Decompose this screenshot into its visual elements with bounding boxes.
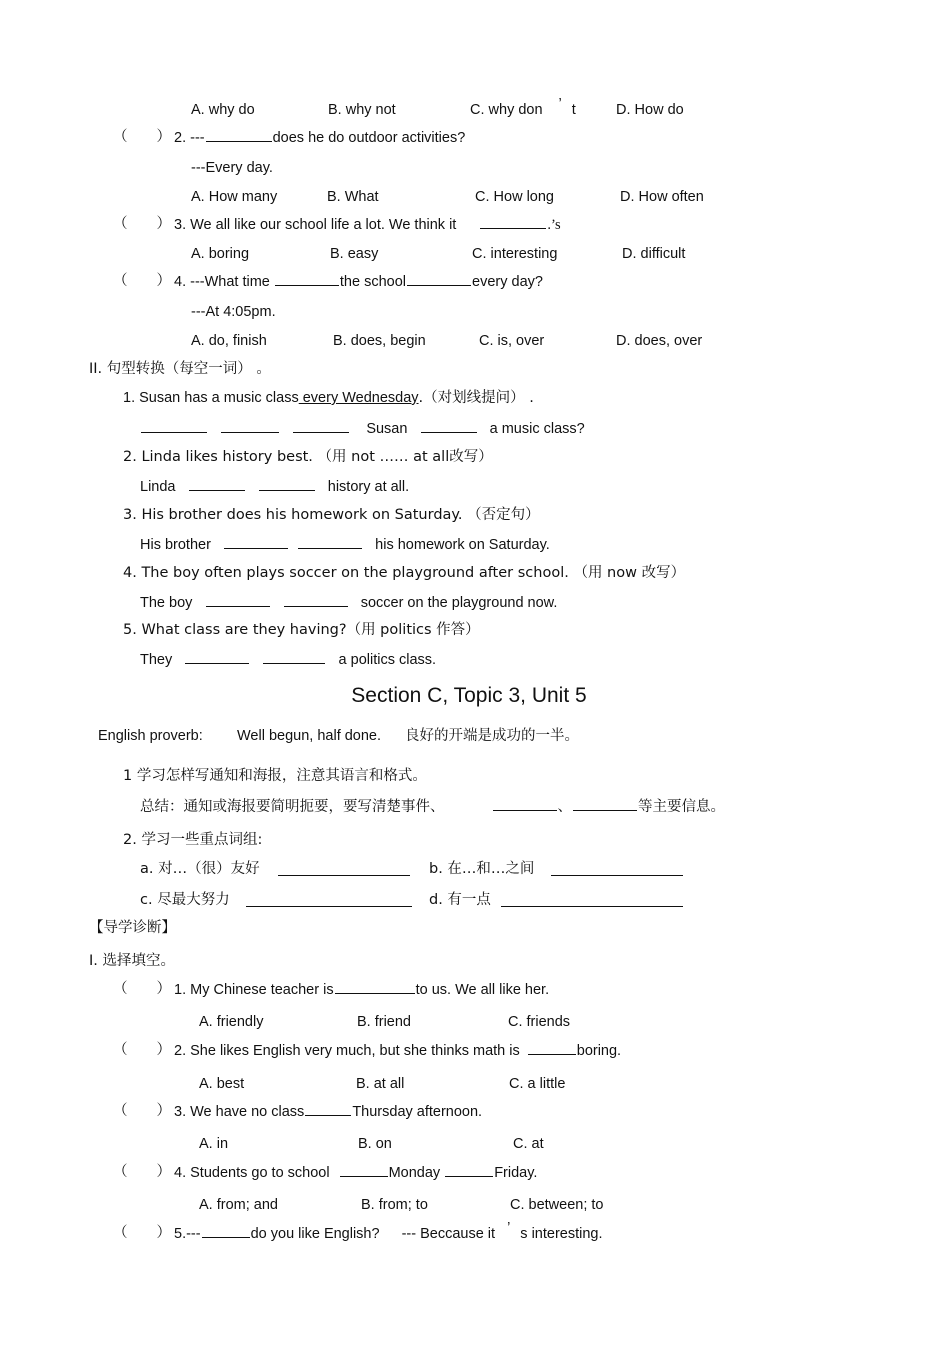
- p2-item3-answer: [140, 535, 550, 554]
- answer-blank[interactable]: [298, 535, 362, 549]
- answer-blank[interactable]: [480, 215, 546, 229]
- answer-blank[interactable]: [340, 1163, 388, 1177]
- answer-blank[interactable]: [275, 272, 339, 286]
- q1-option-a: A. why do: [191, 102, 255, 118]
- phrase-a: [140, 860, 260, 878]
- s-q3-option-b: B. on: [358, 1136, 392, 1152]
- s-q3-option-a: A. in: [199, 1136, 229, 1152]
- q4-answer: ---At 4:05pm.: [191, 304, 276, 320]
- summary-text-a: 总结：通知或海报要简明扼要，要写清楚事件、: [140, 799, 445, 815]
- q1-option-c-apostrophe: ’: [558, 96, 562, 112]
- s-q2-option-b: B. at all: [356, 1076, 405, 1092]
- s-q5-mid: do you like English?: [250, 1226, 380, 1242]
- s-q1-paren: （ ）: [113, 981, 171, 997]
- s-q3-tail: Thursday afternoon.: [352, 1104, 483, 1120]
- s-q5-paren: （ ）: [113, 1225, 171, 1241]
- p2-item4-prompt: 4. The boy often plays soccer on the playground after school. （用 now 改写）: [123, 565, 686, 581]
- q4-option-d: D. does, over: [616, 333, 703, 349]
- phrase-d-text: d. 有一点: [429, 892, 491, 908]
- q2-question: [174, 128, 465, 147]
- s-q3-option-c: C. at: [513, 1136, 544, 1152]
- s-q4-paren: （ ）: [113, 1164, 171, 1180]
- s-q4-mid: Monday: [388, 1165, 441, 1181]
- q3-option-d: D. difficult: [622, 246, 686, 262]
- proverb-en: Well begun, half done.: [237, 728, 382, 744]
- s-q5-tail: s interesting.: [520, 1226, 603, 1242]
- answer-blank[interactable]: [221, 419, 279, 433]
- answer-blank[interactable]: [551, 862, 683, 876]
- q4-option-a: A. do, finish: [191, 333, 267, 349]
- proverb-label: English proverb:: [98, 728, 203, 744]
- p2-item3-prompt: 3. His brother does his homework on Saturday. （否定句）: [123, 507, 540, 523]
- phrase-b-text: b. 在…和…之间: [429, 861, 535, 877]
- p2-item1-underlined: every Wednesday: [298, 390, 419, 406]
- answer-blank[interactable]: [501, 893, 683, 907]
- answer-blank[interactable]: [246, 893, 412, 907]
- answer-blank[interactable]: [421, 419, 477, 433]
- p2-item1-prompt: [123, 389, 534, 407]
- p2-item2-prompt: 2. Linda likes history best. （用 not …… at all改写）: [123, 449, 493, 465]
- q2-option-d: D. How often: [620, 189, 704, 205]
- s-q4-option-c: C. between; to: [510, 1197, 604, 1213]
- answer-blank[interactable]: [259, 477, 315, 491]
- summary-separator: 、: [557, 799, 572, 815]
- answer-blank[interactable]: [278, 862, 410, 876]
- q4-paren: （ ）: [113, 273, 171, 289]
- answer-blank[interactable]: [293, 419, 349, 433]
- phrase-b: [429, 860, 534, 878]
- proverb-cn: 良好的开端是成功的一半。: [405, 728, 579, 744]
- q3-text: 3. We all like our school life a lot. We think it: [174, 217, 457, 233]
- part2-title: II. 句型转换（每空一词） 。: [89, 361, 271, 377]
- p2-item3-ans-a: His brother: [140, 537, 211, 553]
- s-q2-option-c: C. a little: [509, 1076, 566, 1092]
- q1-option-b: B. why not: [328, 102, 396, 118]
- q4-mid: the school: [339, 274, 407, 290]
- s-q1-tail: to us. We all like her.: [415, 982, 550, 998]
- answer-blank[interactable]: [284, 593, 348, 607]
- p2-item2-answer: [140, 477, 409, 496]
- answer-blank[interactable]: [206, 593, 270, 607]
- p2-item2-ans-b: history at all.: [327, 479, 410, 495]
- answer-blank[interactable]: [263, 650, 325, 664]
- s-q2-paren: （ ）: [113, 1042, 171, 1058]
- answer-blank[interactable]: [189, 477, 245, 491]
- answer-blank[interactable]: [445, 1163, 493, 1177]
- p2-item5-ans-b: a politics class.: [338, 652, 437, 668]
- q2-num: 2. ---: [174, 130, 205, 146]
- s-q1-option-c: C. friends: [508, 1014, 571, 1030]
- s-q2-option-a: A. best: [199, 1076, 245, 1092]
- s-q1-question: [174, 980, 549, 999]
- q2-option-c: C. How long: [475, 189, 554, 205]
- s-q5-apostrophe: ’: [507, 1220, 511, 1236]
- phrase-a-text: a. 对…（很）友好: [140, 861, 260, 877]
- s-q4-tail: Friday.: [494, 1165, 538, 1181]
- p2-item1-prompt-a: 1. Susan has a music class: [123, 390, 299, 406]
- phrase-c: [140, 891, 230, 909]
- q1-option-c: [470, 96, 576, 119]
- summary-text-b: 等主要信息。: [638, 799, 725, 815]
- answer-blank[interactable]: [493, 797, 557, 811]
- p2-item4-answer: [140, 593, 557, 612]
- p2-item4-ans-a: The boy: [140, 595, 193, 611]
- s-q3-text: 3. We have no class: [174, 1104, 305, 1120]
- answer-blank[interactable]: [202, 1224, 250, 1238]
- q3-option-b: B. easy: [330, 246, 379, 262]
- s-q5-text: 5.---: [174, 1226, 201, 1242]
- q1-option-d: D. How do: [616, 102, 684, 118]
- q4-option-b: B. does, begin: [333, 333, 426, 349]
- p2-item1-ans-b: a music class?: [489, 421, 585, 437]
- s-q3-paren: （ ）: [113, 1103, 171, 1119]
- answer-blank[interactable]: [305, 1102, 351, 1116]
- q1-option-c-text: C. why don: [470, 102, 543, 118]
- q4-end: every day?: [472, 274, 543, 290]
- s-q4-question: [174, 1163, 537, 1182]
- p2-item5-answer: [140, 650, 436, 669]
- s-q2-text: 2. She likes English very much, but she thinks math is: [174, 1043, 520, 1059]
- q3-tail: .’s: [547, 217, 561, 233]
- answer-blank[interactable]: [335, 980, 415, 994]
- s-q4-option-a: A. from; and: [199, 1197, 278, 1213]
- q2-option-b: B. What: [327, 189, 379, 205]
- q2-text: does he do outdoor activities?: [272, 130, 466, 146]
- q2-paren: （ ）: [113, 129, 171, 145]
- s-q3-question: [174, 1102, 482, 1121]
- q4-option-c: C. is, over: [479, 333, 545, 349]
- s-q1-option-a: A. friendly: [199, 1014, 264, 1030]
- s-q5-question: [174, 1220, 603, 1243]
- phrase-c-text: c. 尽最大努力: [140, 892, 230, 908]
- section-title: Section C, Topic 3, Unit 5: [351, 684, 587, 707]
- q3-question: [174, 215, 561, 234]
- answer-blank[interactable]: [573, 797, 637, 811]
- s-q5-answer: --- Beccause it: [401, 1226, 496, 1242]
- q4-question: [174, 272, 543, 291]
- answer-blank[interactable]: [206, 128, 272, 142]
- q2-answer: ---Every day.: [191, 160, 273, 176]
- q4-text: 4. ---What time: [174, 274, 270, 290]
- p2-item5-prompt: 5. What class are they having?（用 politics 作答）: [123, 622, 480, 638]
- answer-blank[interactable]: [141, 419, 207, 433]
- s-q2-question: [174, 1041, 621, 1060]
- q3-option-a: A. boring: [191, 246, 250, 262]
- q1-option-c-t: t: [571, 102, 576, 118]
- p2-item2-ans-a: Linda: [140, 479, 176, 495]
- p2-item5-ans-a: They: [140, 652, 173, 668]
- p2-item1-ans-a: Susan: [366, 421, 408, 437]
- p2-item3-ans-b: his homework on Saturday.: [375, 537, 550, 553]
- s-q1-text: 1. My Chinese teacher is: [174, 982, 334, 998]
- s-q4-option-b: B. from; to: [361, 1197, 428, 1213]
- part1-title: I. 选择填空。: [89, 953, 175, 969]
- summary-line: [140, 797, 725, 816]
- q3-option-c: C. interesting: [472, 246, 558, 262]
- answer-blank[interactable]: [528, 1041, 576, 1055]
- s-q2-tail: boring.: [576, 1043, 622, 1059]
- q2-option-a: A. How many: [191, 189, 278, 205]
- p2-item1-answer: [140, 419, 585, 438]
- goal-2: 2. 学习一些重点词组:: [123, 832, 263, 848]
- s-q4-text: 4. Students go to school: [174, 1165, 330, 1181]
- p2-item4-ans-b: soccer on the playground now.: [360, 595, 558, 611]
- answer-blank[interactable]: [407, 272, 471, 286]
- p2-item1-prompt-b: .（对划线提问） .: [418, 390, 534, 406]
- answer-blank[interactable]: [224, 535, 288, 549]
- diagnosis-heading: 【导学诊断】: [89, 920, 176, 936]
- s-q1-option-b: B. friend: [357, 1014, 411, 1030]
- goal-1: 1 学习怎样写通知和海报，注意其语言和格式。: [123, 768, 427, 784]
- answer-blank[interactable]: [185, 650, 249, 664]
- q3-paren: （ ）: [113, 216, 171, 232]
- phrase-d: [429, 891, 491, 909]
